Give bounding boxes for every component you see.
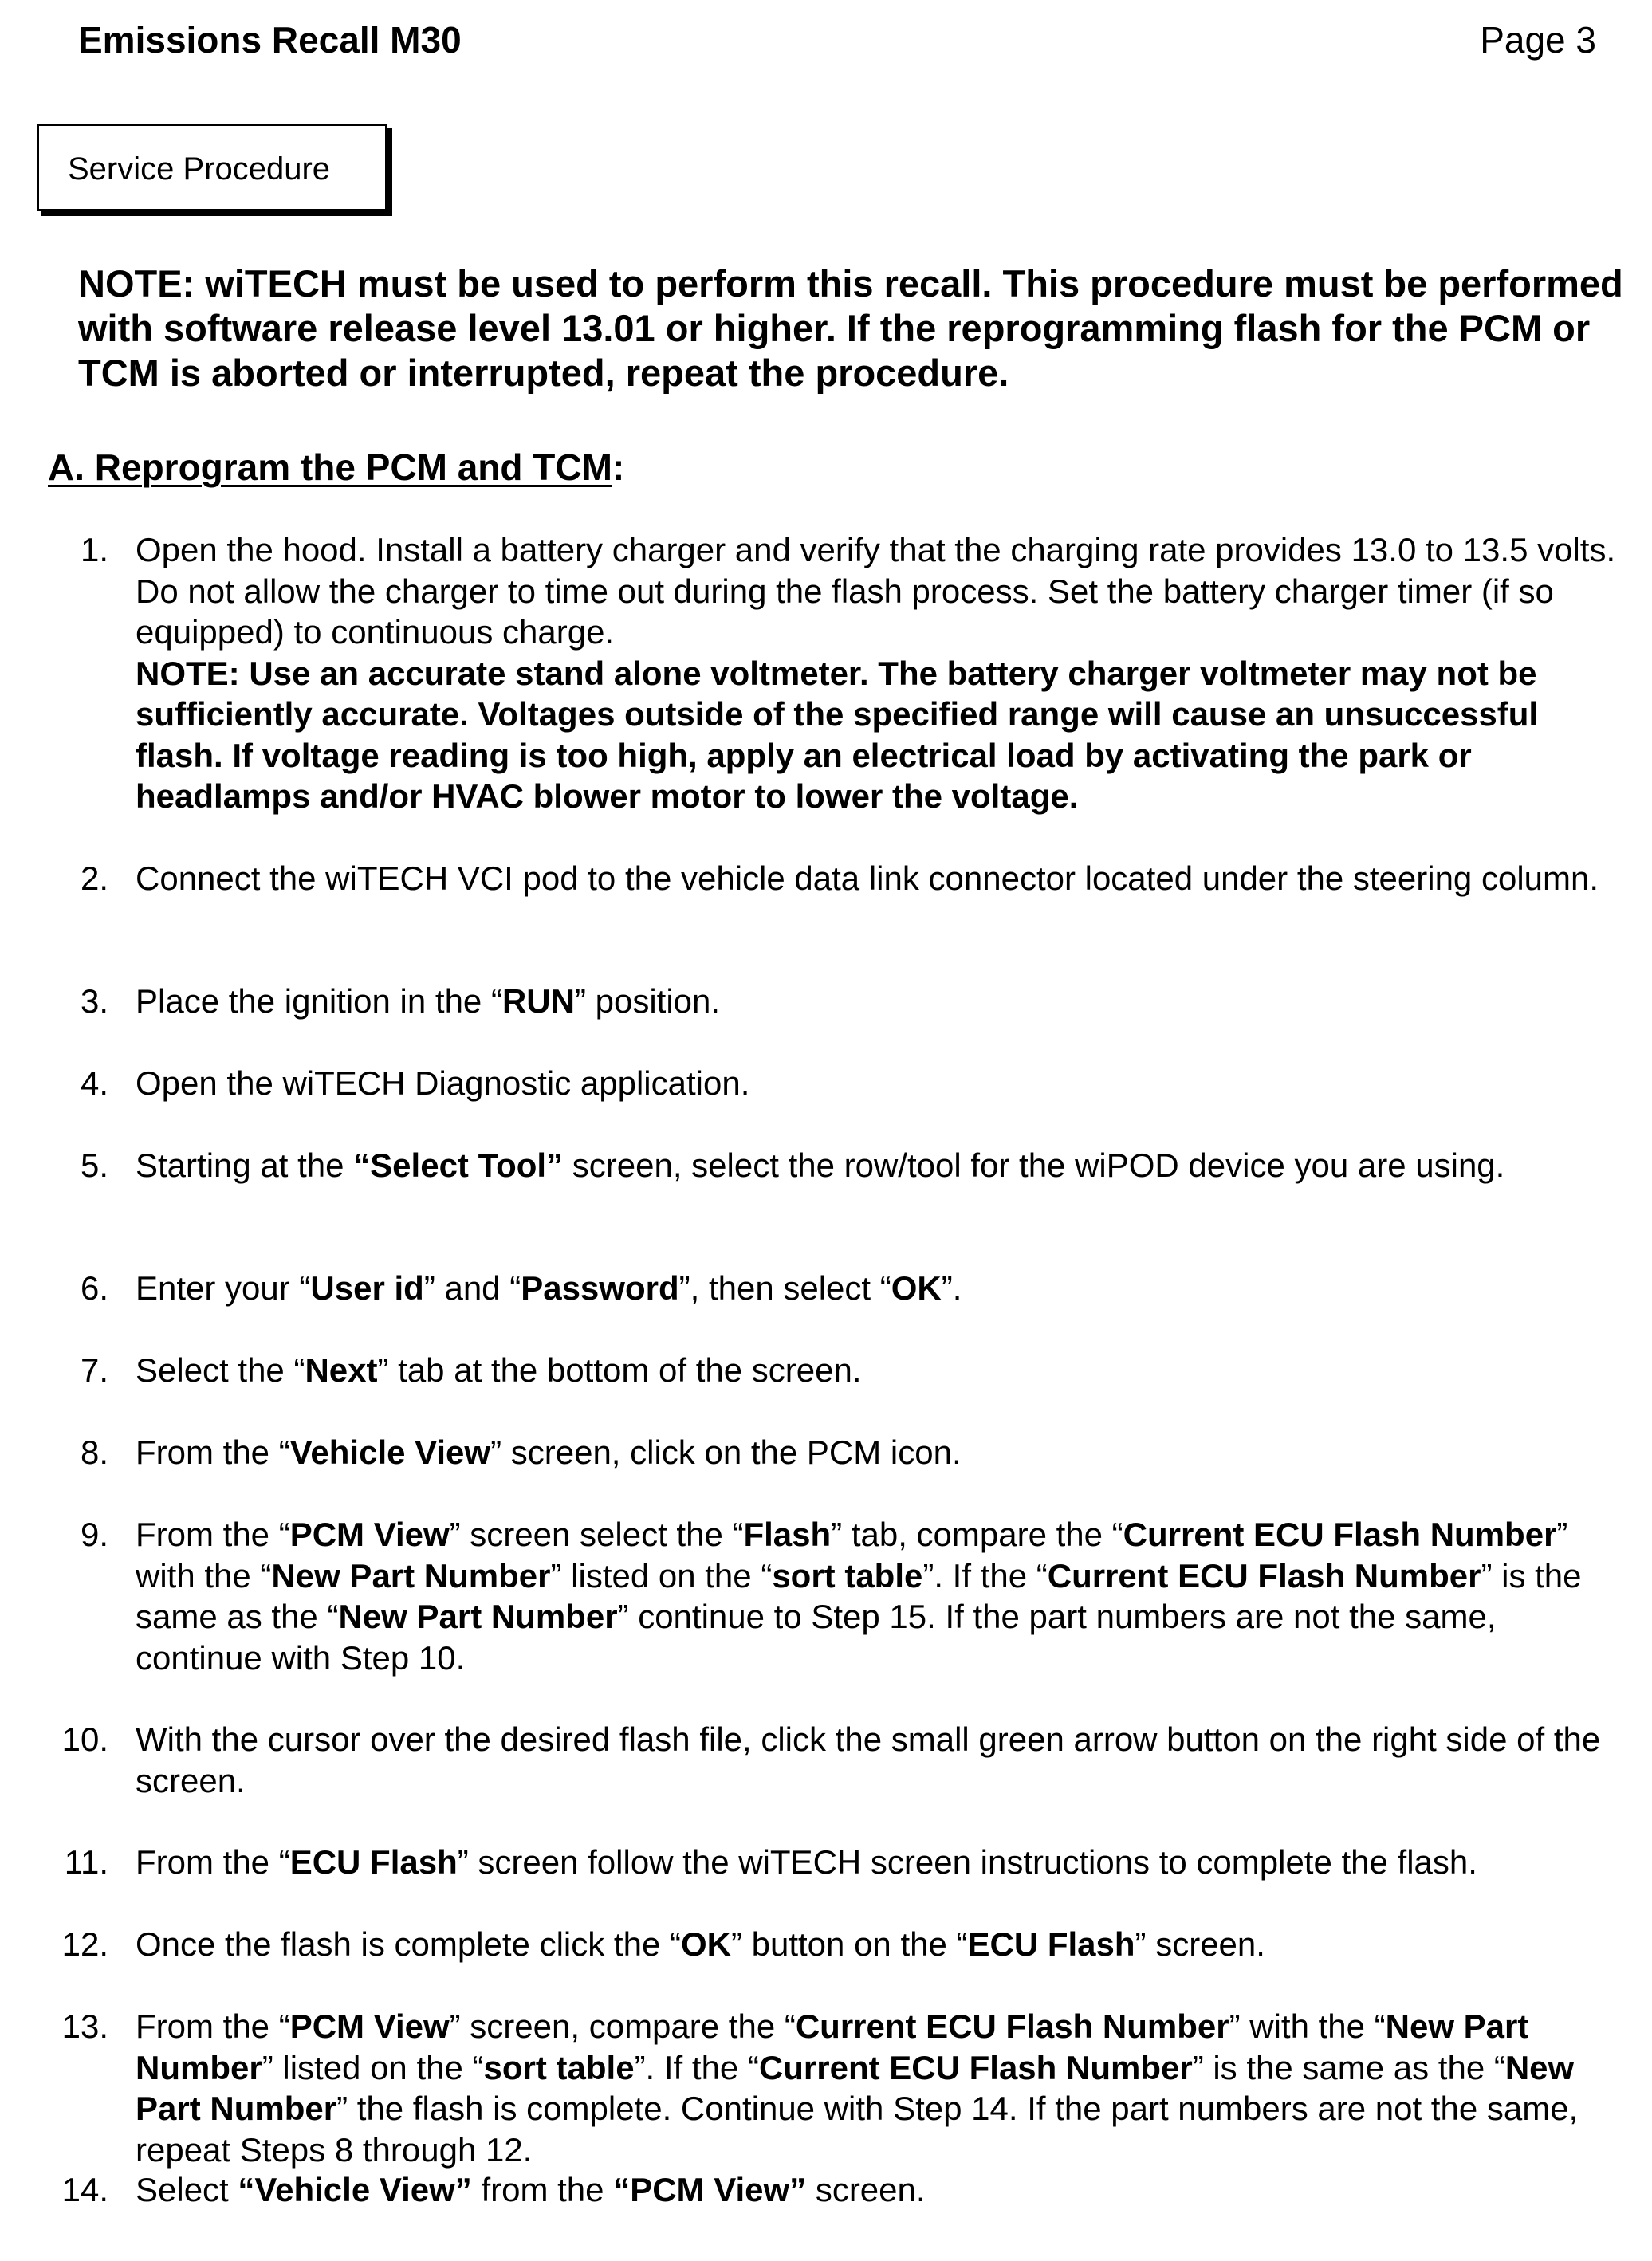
- step-text: [136, 1432, 1630, 1473]
- step-number: 9.: [80, 1516, 108, 1553]
- step-number: 5.: [80, 1146, 108, 1184]
- step-emphasis: New Part Number: [271, 1556, 551, 1594]
- step-run: ”, then select “: [678, 1269, 891, 1307]
- section-heading: [48, 443, 624, 491]
- step-run: ” tab, compare the “: [831, 1516, 1123, 1553]
- step-emphasis: ECU Flash: [289, 1843, 458, 1881]
- step-run: Select: [136, 2171, 238, 2208]
- step-emphasis: “Vehicle View”: [238, 2171, 472, 2208]
- step-run: ” the flash is complete. Continue with Step 14. If the part numbers are not the same, repeat Steps 8 through 12.: [136, 2090, 1579, 2169]
- step-text: [136, 1063, 1630, 1104]
- step-emphasis: Password: [521, 1269, 679, 1307]
- step-run: ” with the “: [136, 1516, 1568, 1594]
- step-emphasis: RUN: [502, 982, 575, 1020]
- step-emphasis: New Part Number: [338, 1598, 618, 1635]
- step-emphasis: “PCM View”: [613, 2171, 807, 2208]
- step-run: ”. If the “: [922, 1556, 1048, 1594]
- step-run: With the cursor over the desired flash file, click the small green arrow button on the right side of the screen.: [136, 1720, 1601, 1799]
- step-run: screen.: [806, 2171, 926, 2208]
- step-run: From the “: [136, 1433, 290, 1471]
- step-emphasis: sort table: [772, 1556, 923, 1594]
- step-run: ” screen select the “: [449, 1516, 744, 1553]
- step-run: Open the wiTECH Diagnostic application.: [136, 1064, 750, 1102]
- step-emphasis: PCM View: [289, 1516, 450, 1553]
- step-run: ”. If the “: [634, 2048, 759, 2086]
- step-number: 12.: [61, 1925, 108, 1963]
- step-emphasis: Current ECU Flash Number: [1047, 1556, 1481, 1594]
- step-emphasis: sort table: [483, 2048, 635, 2086]
- step-number: 7.: [80, 1351, 108, 1389]
- step-text: [136, 1145, 1630, 1186]
- step-emphasis: New Part Number: [136, 2007, 1529, 2086]
- step-run: ” is the same as the “: [136, 1556, 1582, 1635]
- step-text: [136, 1719, 1630, 1801]
- step-run: From the “: [136, 1843, 290, 1881]
- step-number: 6.: [80, 1269, 108, 1307]
- step-number: 8.: [80, 1433, 108, 1471]
- step-emphasis: Current ECU Flash Number: [1123, 1516, 1557, 1553]
- step-run: ” screen, compare the “: [449, 2007, 796, 2045]
- step-emphasis: User id: [310, 1269, 424, 1307]
- step-emphasis: Current ECU Flash Number: [795, 2007, 1229, 2045]
- step-text: [136, 2006, 1630, 2170]
- service-procedure-box: [37, 124, 387, 211]
- step-emphasis: Flash: [743, 1516, 832, 1553]
- step-run: screen, select the row/tool for the wiPOD device you are using.: [563, 1146, 1505, 1184]
- step-number: 13.: [61, 2007, 108, 2045]
- page-number: Page 3: [1480, 19, 1596, 61]
- step-number: 2.: [80, 859, 108, 897]
- step-run: Connect the wiTECH VCI pod to the vehicle data link connector located under the steering column.: [136, 859, 1599, 897]
- step-text: [136, 529, 1630, 817]
- step-run: From the “: [136, 2007, 290, 2045]
- step-run: ” continue to Step 15. If the part numbers are not the same, continue with Step 10.: [136, 1598, 1497, 1677]
- step-run: From the “: [136, 1516, 290, 1553]
- step-text: [136, 1268, 1630, 1309]
- step-emphasis: New Part Number: [136, 2048, 1575, 2127]
- step-text: [136, 1842, 1630, 1883]
- step-text: [136, 1514, 1630, 1678]
- step-run: ” button on the “: [730, 1925, 968, 1963]
- step-run: ” tab at the bottom of the screen.: [377, 1351, 862, 1389]
- step-number: 10.: [61, 1720, 108, 1758]
- step-emphasis: “Select Tool”: [353, 1146, 564, 1184]
- step-emphasis: Next: [305, 1351, 378, 1389]
- step-run: Starting at the: [136, 1146, 354, 1184]
- step-number: 14.: [61, 2171, 108, 2208]
- step-number: 3.: [80, 982, 108, 1020]
- step-run: ” listed on the “: [550, 1556, 773, 1594]
- step-number: 4.: [80, 1064, 108, 1102]
- step-run: ” screen.: [1135, 1925, 1265, 1963]
- step-text: [136, 1350, 1630, 1391]
- step-text: [136, 858, 1630, 899]
- step-emphasis: Current ECU Flash Number: [758, 2048, 1193, 2086]
- step-run: ” screen follow the wiTECH screen instructions to complete the flash.: [457, 1843, 1477, 1881]
- document-title: Emissions Recall M30: [78, 19, 462, 61]
- step-run: Select the “: [136, 1351, 305, 1389]
- step-run: ” listed on the “: [262, 2048, 484, 2086]
- step-emphasis: Vehicle View: [289, 1433, 491, 1471]
- step-emphasis: PCM View: [289, 2007, 450, 2045]
- step-emphasis: OK: [680, 1925, 731, 1963]
- section-heading-text: A. Reprogram the PCM and TCM: [48, 446, 612, 488]
- step-run: ” is the same as the “: [1192, 2048, 1505, 2086]
- step-run: Place the ignition in the “: [136, 982, 502, 1020]
- step-1-voltmeter-note: NOTE: Use an accurate stand alone voltmeter. The battery charger voltmeter may not be sufficiently accurate. Voltages outside of the specified range will cause an unsuccessful flash. If voltage reading is too high, apply an electrical load by activating the park or headlamps and/or HVAC blower motor to lower the voltage.: [136, 654, 1539, 815]
- step-run: ” position.: [574, 982, 721, 1020]
- step-emphasis: ECU Flash: [967, 1925, 1135, 1963]
- step-number: 1.: [80, 531, 108, 568]
- step-run: from the: [471, 2171, 614, 2208]
- step-run: Once the flash is complete click the “: [136, 1925, 681, 1963]
- step-number: 11.: [64, 1843, 108, 1881]
- step-run: Enter your “: [136, 1269, 311, 1307]
- service-procedure-label: Service Procedure: [68, 151, 331, 187]
- intro-note: NOTE: wiTECH must be used to perform this recall. This procedure must be performed with software release level 13.01 or higher. If the reprogramming flash for the PCM or TCM is aborted or interrupted, repeat the procedure.: [78, 262, 1623, 394]
- step-text: [136, 1924, 1630, 1965]
- step-text: [136, 981, 1630, 1022]
- step-text: [136, 2169, 1630, 2211]
- step-emphasis: OK: [891, 1269, 942, 1307]
- step-1-body: Open the hood. Install a battery charger and verify that the charging rate provides 13.0 to 13.5 volts. Do not allow the charger to time out during the flash process. Set the battery charger timer (if so equipped) to continuous charge.: [136, 531, 1616, 651]
- step-run: ”.: [941, 1269, 962, 1307]
- step-run: ” screen, click on the PCM icon.: [490, 1433, 962, 1471]
- section-heading-colon: :: [612, 446, 625, 488]
- step-run: ” and “: [423, 1269, 521, 1307]
- step-run: ” with the “: [1229, 2007, 1386, 2045]
